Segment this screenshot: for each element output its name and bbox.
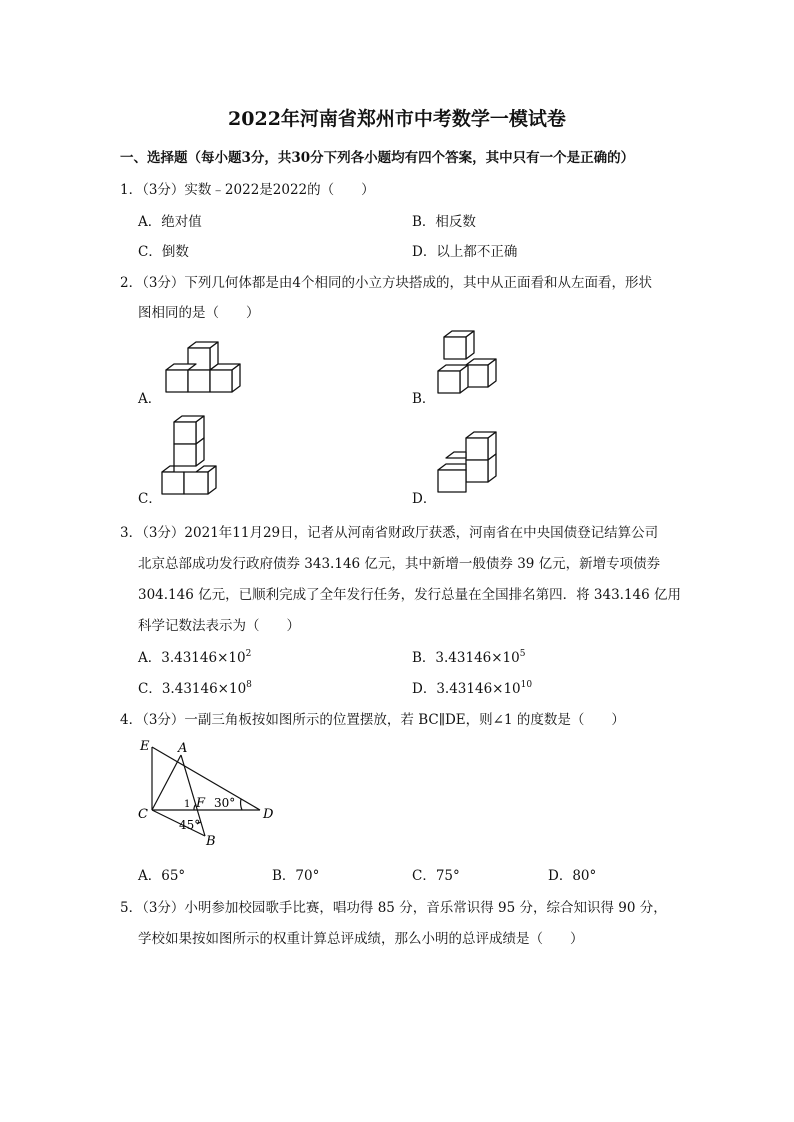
q2-stem-line1: 2．（3分）下列几何体都是由4个相同的小立方块搭成的，其中从正面看和从左面看，形状 bbox=[120, 275, 653, 291]
q4-stem: 4．（3分）一副三角板按如图所示的位置摆放，若 BC∥DE，则∠1 的度数是（ ） bbox=[120, 712, 625, 728]
q3-stem-line1: 3．（3分）2021年11月29日，记者从河南省财政厅获悉，河南省在中央国债登记结算公司 bbox=[120, 525, 659, 541]
q3-option-d bbox=[412, 677, 532, 697]
q3-stem-line3: 304.146 亿元，已顺利完成了全年发行任务，发行总量在全国排名第四．将 343.146 亿用 bbox=[138, 587, 682, 603]
q2-figure-c bbox=[158, 413, 228, 503]
q3-option-a-exponent: 2 bbox=[245, 649, 252, 659]
q2-option-a-label: A． bbox=[138, 391, 162, 407]
q3-option-c bbox=[138, 677, 252, 697]
q3-option-b bbox=[412, 646, 525, 666]
label-e: E bbox=[140, 739, 150, 754]
q1-option-d: D．以上都不正确 bbox=[412, 244, 518, 260]
q4-option-d: D．80° bbox=[548, 868, 597, 884]
q4-option-a: A．65° bbox=[138, 868, 186, 884]
q3-option-a-label: A． bbox=[138, 650, 162, 666]
page-title: 2022年河南省郑州市中考数学一模试卷 bbox=[228, 108, 566, 130]
q3-option-a bbox=[138, 646, 251, 666]
q2-figure-d bbox=[432, 428, 512, 503]
q4-option-c: C．75° bbox=[412, 868, 460, 884]
label-b: B bbox=[206, 834, 216, 849]
q1-option-b: B．相反数 bbox=[412, 214, 476, 230]
q4-triangle-figure bbox=[135, 738, 285, 848]
q3-option-a-base: 3.43146×10 bbox=[161, 650, 246, 666]
label-f: F bbox=[196, 796, 206, 811]
q3-option-c-label: C． bbox=[138, 681, 162, 697]
q3-stem-line2: 北京总部成功发行政府债券 343.146 亿元，其中新增一般债券 39 亿元，新增专项债券 bbox=[138, 556, 661, 572]
q3-stem-line4: 科学记数法表示为（ ） bbox=[138, 618, 300, 634]
label-angle-30: 30° bbox=[214, 796, 236, 810]
q3-option-d-label: D． bbox=[412, 681, 437, 697]
q3-option-d-base: 3.43146×10 bbox=[436, 681, 521, 697]
q3-option-c-base: 3.43146×10 bbox=[161, 681, 247, 697]
q3-option-c-exponent: 8 bbox=[246, 680, 252, 690]
q1-option-c: C．倒数 bbox=[138, 244, 189, 260]
label-angle-45: 45° bbox=[179, 818, 201, 832]
q2-option-d-label: D． bbox=[412, 491, 437, 507]
q1-option-a: A．绝对值 bbox=[138, 214, 202, 230]
q3-option-b-base: 3.43146×10 bbox=[435, 650, 520, 666]
label-a: A bbox=[178, 741, 188, 756]
q2-figure-b bbox=[432, 328, 502, 398]
label-d: D bbox=[263, 807, 274, 822]
q5-stem-line2: 学校如果按如图所示的权重计算总评成绩，那么小明的总评成绩是（ ） bbox=[138, 931, 584, 947]
q4-option-b: B．70° bbox=[272, 868, 320, 884]
q2-stem-line2: 图相同的是（ ） bbox=[138, 305, 260, 321]
q2-option-b-label: B． bbox=[412, 391, 436, 407]
q3-option-b-exponent: 5 bbox=[519, 649, 526, 659]
q1-stem: 1．（3分）实数﹣2022是2022的（ ） bbox=[120, 182, 375, 198]
label-c: C bbox=[138, 807, 148, 822]
q2-figure-a bbox=[158, 335, 248, 400]
q3-option-d-exponent: 10 bbox=[520, 680, 533, 690]
q3-option-b-label: B． bbox=[412, 650, 436, 666]
q2-option-c-label: C． bbox=[138, 491, 162, 507]
section-heading: 一、选择题（每小题3分，共30分下列各小题均有四个答案，其中只有一个是正确的） bbox=[120, 150, 635, 166]
label-angle-1: 1 bbox=[184, 799, 191, 810]
q5-stem-line1: 5．（3分）小明参加校园歌手比赛，唱功得 85 分，音乐常识得 95 分，综合知识得 90 分， bbox=[120, 900, 667, 916]
